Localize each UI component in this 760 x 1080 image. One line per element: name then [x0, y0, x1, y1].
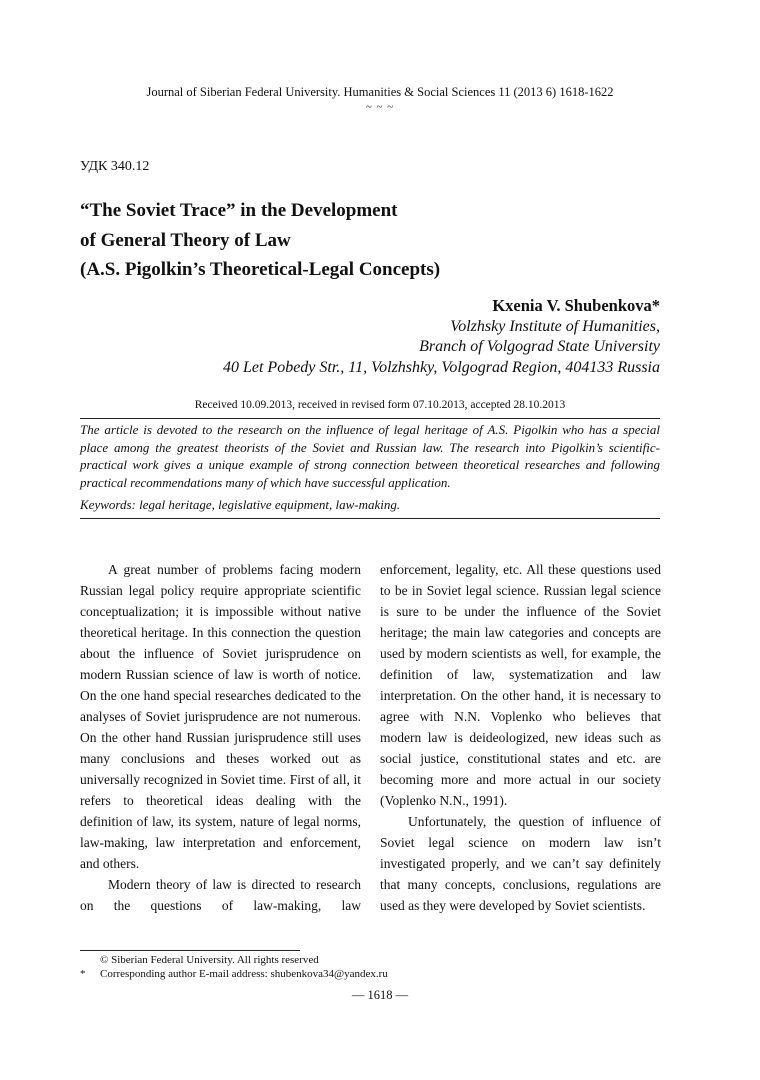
footnote-rule [80, 950, 300, 951]
footnote-corresponding [80, 968, 388, 980]
body-paragraph: enforcement, legality, etc. All these questions used to be in Soviet legal science. Russian legal science is sure to be under the influence of the Soviet heritage; the main law categories and concepts are used by modern scientists as well, for example, the definition of law, systematization and law interpretation. On the other hand, it is necessary to agree with N.N. Voplenko who believes that modern law is deideologized, new ideas such as social justice, constitutional states and etc. are becoming more and more actual in our society (Voplenko N.N., 1991). [380, 562, 661, 808]
copyright-text: © Siberian Federal University. All rights reserved [100, 954, 319, 966]
affiliation-line-3: 40 Let Pobedy Str., 11, Volzhshky, Volgograd Region, 404133 Russia [222, 358, 660, 376]
affiliation-line-2: Branch of Volgograd State University [419, 338, 660, 355]
author-name: Kxenia V. Shubenkova* [492, 296, 660, 315]
received-dates: Received 10.09.2013, received in revised form 07.10.2013, accepted 28.10.2013 [194, 399, 566, 411]
abstract-bottom-rule [80, 518, 660, 519]
title-line-3: (A.S. Pigolkin’s Theoretical-Legal Concepts) [80, 259, 441, 280]
journal-header: Journal of Siberian Federal University. Humanities & Social Sciences 11 (2013 6) 1618-1622 [146, 85, 614, 99]
keywords: Keywords: legal heritage, legislative equipment, law-making. [80, 497, 401, 512]
footnote-copyright [80, 954, 319, 966]
paper-title [80, 196, 640, 285]
body-paragraph: Modern theory of law is directed to research on the questions of law-making, law [80, 877, 361, 913]
title-line-1: “The Soviet Trace” in the Development [80, 200, 398, 221]
abstract: The article is devoted to the research on the influence of legal heritage of A.S. Pigolkin who has a special place among the greatest theorists of the Soviet and Russian law. The research into Pigolkin’s scientific-practical work gives a unique example of strong connection between theoretical researches and following practical recommendations many of which have successful application. [80, 422, 660, 490]
body-column-right [380, 559, 661, 916]
author-block [223, 296, 660, 378]
header-separator: ~ ~ ~ [365, 101, 395, 113]
footnote-marker: * [80, 968, 86, 980]
corresponding-author-text: Corresponding author E-mail address: shubenkova34@yandex.ru [100, 968, 388, 980]
page-number: — 1618 — [351, 988, 409, 1002]
abstract-top-rule [80, 418, 660, 419]
body-paragraph: A great number of problems facing modern Russian legal policy require appropriate scientific conceptualization; it is impossible without native theoretical heritage. In this connection the question about the influence of Soviet jurisprudence on modern Russian science of law is worth of notice. On the one hand special researches dedicated to the analyses of Soviet jurisprudence are not numerous. On the other hand Russian jurisprudence still uses many conclusions and theses worked out as universally recognized in Soviet time. First of all, it refers to theoretical ideas dealing with the definition of law, its system, nature of legal norms, law-making, law interpretation and enforcement, and others. [80, 562, 361, 871]
udk-code: УДК 340.12 [80, 159, 150, 174]
body-column-left [80, 559, 361, 916]
title-line-2: of General Theory of Law [80, 229, 291, 251]
affiliation-line-1: Volzhsky Institute of Humanities, [450, 317, 660, 335]
body-paragraph: Unfortunately, the question of influence of Soviet legal science on modern law isn’t investigated properly, and we can’t say definitely that many concepts, conclusions, regulations are used as they were developed by Soviet scientists. [380, 814, 661, 913]
